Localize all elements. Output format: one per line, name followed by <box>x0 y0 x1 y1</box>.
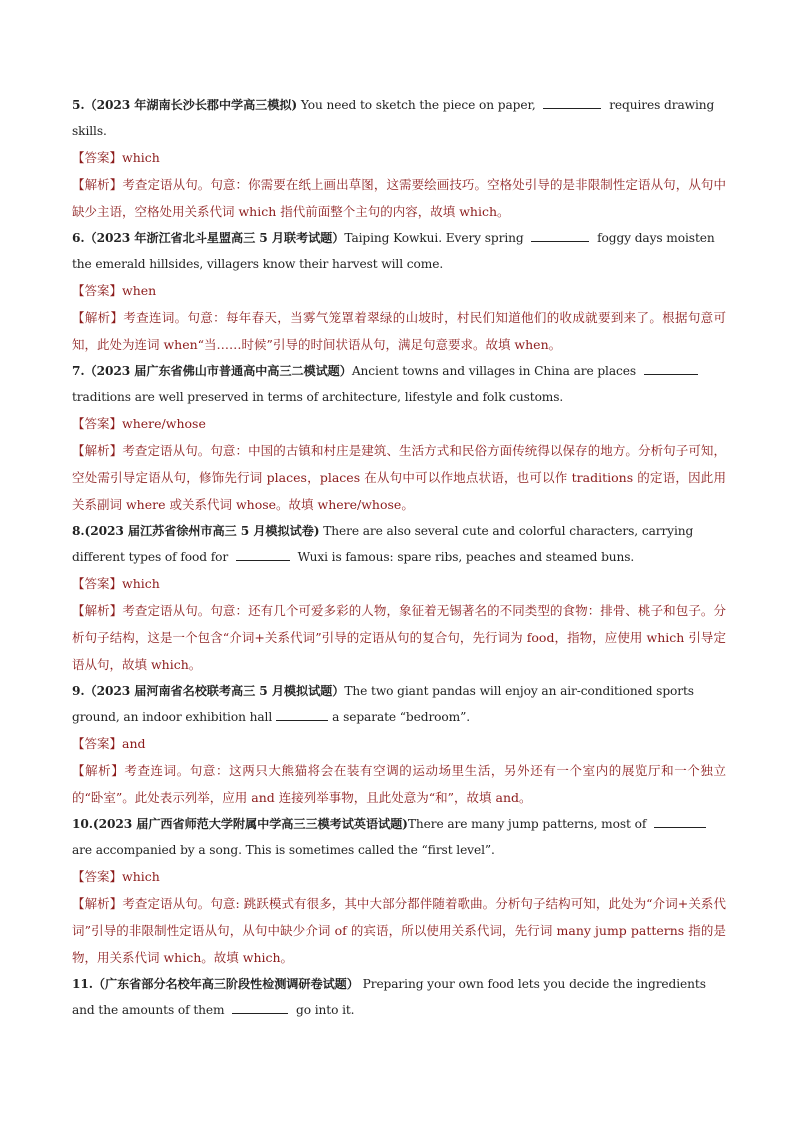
explanation-tag: 【解析】 <box>72 763 125 778</box>
explanation-5 <box>72 171 726 225</box>
explanation-9 <box>72 757 726 811</box>
explanation-tag: 【解析】 <box>72 310 124 325</box>
answer-blank <box>644 362 698 375</box>
question-source: (2023 届广西省师范大学附属中学高三三模考试英语试题) <box>92 817 408 831</box>
answer-value: where/whose <box>122 416 206 431</box>
explanation-tag: 【解析】 <box>72 896 123 911</box>
explanation-text: 考查定语从句。句意：还有几个可爱多彩的人物，象征着无锡著名的不同类型的食物：排骨、桃子和包子。分析句子结构，这是一个包含“介词+关系代词”引导的定语从句的复合句，先行词为 food，指物，应使用 which 引导定语从句，故填 which。 <box>72 603 726 672</box>
answer-blank <box>543 96 601 109</box>
question-text-after: Wuxi is famous: spare ribs, peaches and steamed buns. <box>293 550 635 564</box>
question-text-before: You need to sketch the piece on paper, <box>297 98 540 112</box>
question-text-before: The two giant pandas will enjoy an air-conditioned sports ground, an indoor exhibition hall <box>72 684 694 724</box>
answer-tag: 【答案】 <box>72 416 123 431</box>
question-text-after: traditions are well preserved in terms of architecture, lifestyle and folk customs. <box>72 390 564 404</box>
answer-tag: 【答案】 <box>72 736 123 751</box>
question-text-after: go into it. <box>292 1003 355 1017</box>
question-text-after: are accompanied by a song. This is sometimes called the “first level”. <box>72 843 495 857</box>
answer-blank <box>236 548 290 561</box>
answer-tag: 【答案】 <box>72 869 123 884</box>
answer-value: which <box>122 576 160 591</box>
question-8 <box>72 518 726 570</box>
question-number: 7. <box>72 364 85 378</box>
worksheet-page <box>72 92 726 1023</box>
question-source: （2023 年湖南长沙长郡中学高三模拟) <box>84 98 298 112</box>
explanation-text: 考查连词。句意：每年春天，当雾气笼罩着翠绿的山坡时，村民们知道他们的收成就要到来了。根据句意可知，此处为连词 when“当……时候”引导的时间状语从句，满足句意要求。故填 when。 <box>72 310 726 352</box>
answer-tag: 【答案】 <box>72 576 123 591</box>
question-text-after: foggy days moisten the emerald hillsides, villagers know their harvest will come. <box>72 231 715 271</box>
explanation-10 <box>72 890 726 971</box>
question-text-after: requires drawing skills. <box>72 98 715 138</box>
question-number: 10. <box>72 817 93 831</box>
question-9 <box>72 678 726 730</box>
answer-blank <box>531 229 589 242</box>
answer-line-9 <box>72 730 726 757</box>
answer-tag: 【答案】 <box>72 150 123 165</box>
question-source: （2023 届河南省名校联考高三 5 月模拟试题） <box>84 684 345 698</box>
answer-line-6 <box>72 277 726 304</box>
question-number: 11. <box>72 977 93 991</box>
question-text-after: a separate “bedroom”. <box>332 710 471 724</box>
question-number: 6. <box>72 231 85 245</box>
answer-value: when <box>122 283 157 298</box>
answer-line-8 <box>72 570 726 597</box>
explanation-text: 考查连词。句意：这两只大熊猫将会在装有空调的运动场里生活，另外还有一个室内的展览厅和一个独立的“卧室”。此处表示列举，应用 and 连接列举事物，且此处意为“和”，故填 and。 <box>72 763 726 805</box>
explanation-tag: 【解析】 <box>72 603 123 618</box>
explanation-8 <box>72 597 726 678</box>
explanation-text: 考查定语从句。句意：你需要在纸上画出草图，这需要绘画技巧。空格处引导的是非限制性定语从句，从句中缺少主语，空格处用关系代词 which 指代前面整个主句的内容，故填 which。 <box>72 177 726 219</box>
answer-line-5 <box>72 144 726 171</box>
question-5 <box>72 92 726 144</box>
question-number: 5. <box>72 98 85 112</box>
answer-tag: 【答案】 <box>72 283 123 298</box>
answer-blank <box>276 708 328 721</box>
answer-value: which <box>122 869 160 884</box>
question-number: 9. <box>72 684 85 698</box>
question-source: （广东省部分名校年高三阶段性检测调研卷试题） <box>92 977 359 991</box>
answer-blank <box>654 815 706 828</box>
question-text-before: Taiping Kowkui. Every spring <box>344 231 528 245</box>
question-text-before: Preparing your own food lets you decide the ingredients and the amounts of them <box>72 977 706 1017</box>
answer-blank <box>232 1001 288 1014</box>
question-10 <box>72 811 726 863</box>
question-text-before: Ancient towns and villages in China are places <box>351 364 640 378</box>
explanation-text: 考查定语从句。句意: 跳跃模式有很多，其中大部分都伴随着歌曲。分析句子结构可知，此处为“介词+关系代词”引导的非限制性定语从句，从句中缺少介词 of 的宾语，所以使用关系代词，先行词 many jump patterns 指的是物，用关系代词 which。故填 which。 <box>72 896 726 965</box>
question-source: （2023 年浙江省北斗星盟高三 5 月联考试题） <box>84 231 345 245</box>
answer-value: which <box>122 150 160 165</box>
explanation-text: 考查定语从句。句意：中国的古镇和村庄是建筑、生活方式和民俗方面传统得以保存的地方。分析句子可知，空处需引导定语从句，修饰先行词 places，places 在从句中可以作地点状语，也可以作 traditions 的定语，因此用关系副词 where 或关系代词 whose。故填 where/whose。 <box>72 443 726 512</box>
answer-line-7 <box>72 410 726 437</box>
explanation-tag: 【解析】 <box>72 177 123 192</box>
question-7 <box>72 358 726 410</box>
question-number: 8. <box>72 524 85 538</box>
question-text-before: There are many jump patterns, most of <box>407 817 650 831</box>
question-text-before: There are also several cute and colorful characters, carrying different types of food for <box>72 524 694 564</box>
question-11 <box>72 971 726 1023</box>
answer-value: and <box>122 736 146 751</box>
question-6 <box>72 225 726 277</box>
answer-line-10 <box>72 863 726 890</box>
question-source: (2023 届江苏省徐州市高三 5 月模拟试卷) <box>84 524 320 538</box>
explanation-7 <box>72 437 726 518</box>
explanation-6 <box>72 304 726 358</box>
explanation-tag: 【解析】 <box>72 443 123 458</box>
question-source: （2023 届广东省佛山市普通高中高三二模试题） <box>84 364 352 378</box>
